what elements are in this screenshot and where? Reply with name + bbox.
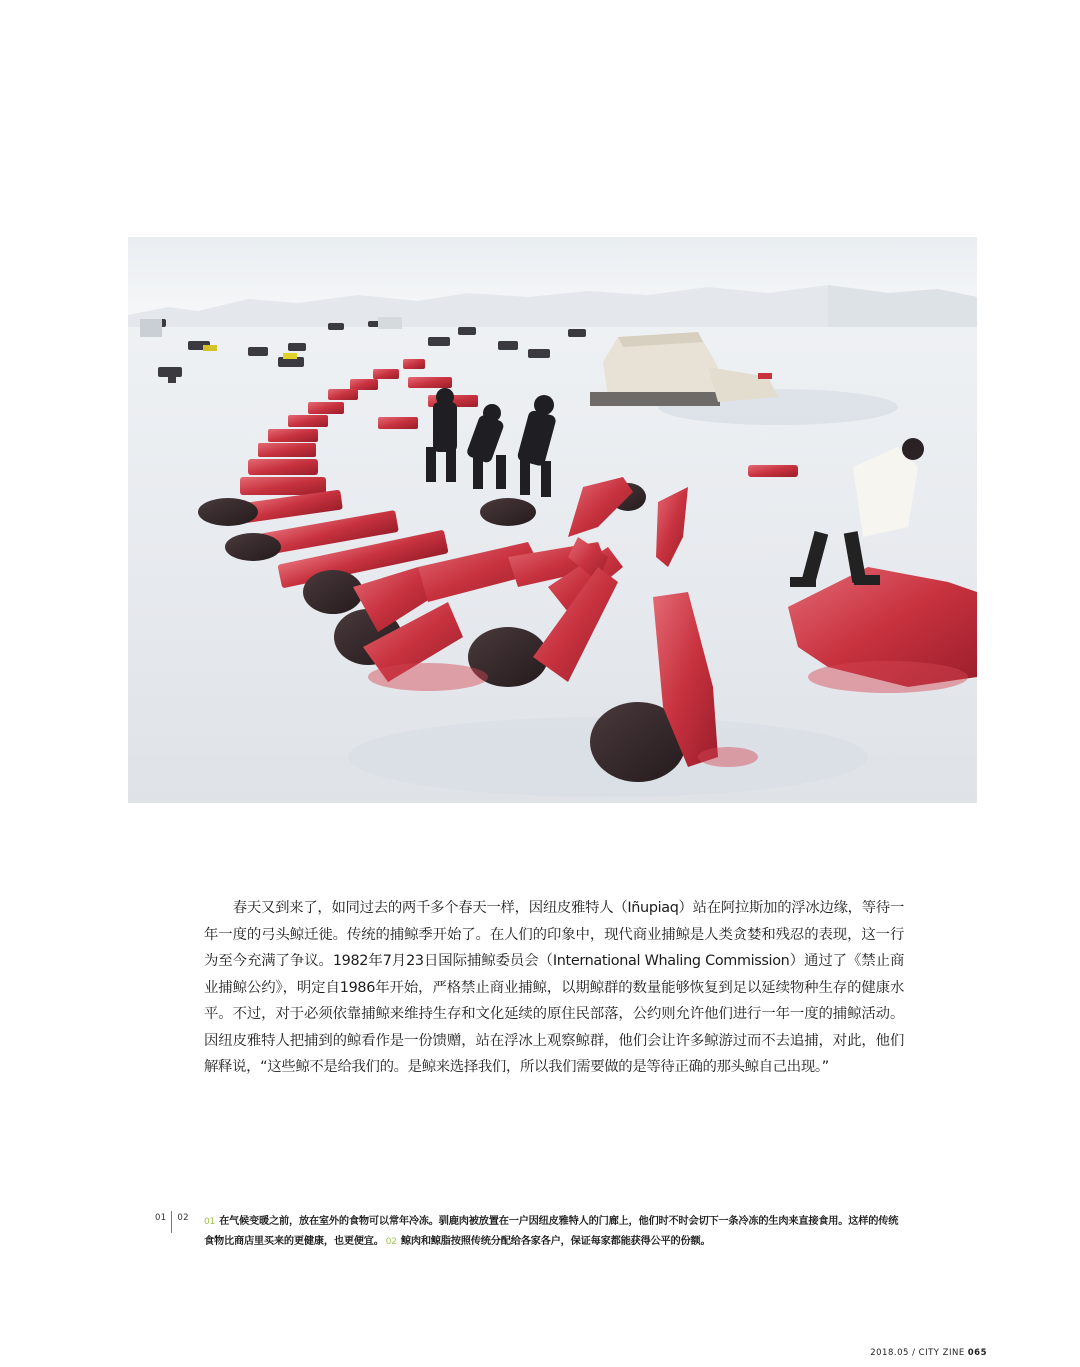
photo-caption (204, 1212, 906, 1252)
page-number: 065 (967, 1348, 987, 1358)
article-paragraph: 春天又到来了，如同过去的两千多个春天一样，因纽皮雅特人（Iñupiaq）站在阿拉斯加的浮冰边缘，等待一年一度的弓头鲸迁徙。传统的捕鲸季开始了。在人们的印象中，现代商业捕鲸是人类贪婪和残忍的表现，这一行为至今充满了争议。1982年7月23日国际捕鲸委员会（International Whaling Commission）通过了《禁止商业捕鲸公约》，明定自1986年开始，严格禁止商业捕鲸，以期鲸群的数量能够恢复到足以延续物种生存的健康水平。不过，对于必须依靠捕鲸来维持生存和文化延续的原住民部落，公约则允许他们进行一年一度的捕鲸活动。因纽皮雅特人把捕到的鲸看作是一份馈赠，站在浮冰上观察鲸群，他们会让许多鲸游过而不去追捕，对此，他们解释说，“这些鲸不是给我们的。是鲸来选择我们，所以我们需要做的是等待正确的那头鲸自己出现。” (204, 900, 904, 1075)
caption-text-2: 鲸肉和鲸脂按照传统分配给各家各户，保证每家都能获得公平的份额。 (400, 1236, 711, 1247)
caption-index-right: 02 (177, 1213, 189, 1223)
whale-harvest-illustration (128, 237, 977, 803)
caption-number-2: 02 (385, 1237, 397, 1247)
article-photo (128, 237, 977, 803)
caption-text-1: 在气候变暖之前，放在室外的食物可以常年冷冻。驯鹿肉被放置在一户因纽皮雅特人的门廊上，他们时不时会切下一条冷冻的生肉来直接食用。这样的传统食物比商店里买来的更健康，也更便宜。 (204, 1216, 899, 1247)
caption-divider (171, 1211, 172, 1233)
caption-index (155, 1213, 189, 1233)
page-footer (870, 1348, 987, 1358)
caption-number-1: 01 (204, 1217, 216, 1227)
issue-label: 2018.05 / CITY ZINE (870, 1348, 965, 1358)
caption-index-left: 01 (155, 1213, 167, 1223)
